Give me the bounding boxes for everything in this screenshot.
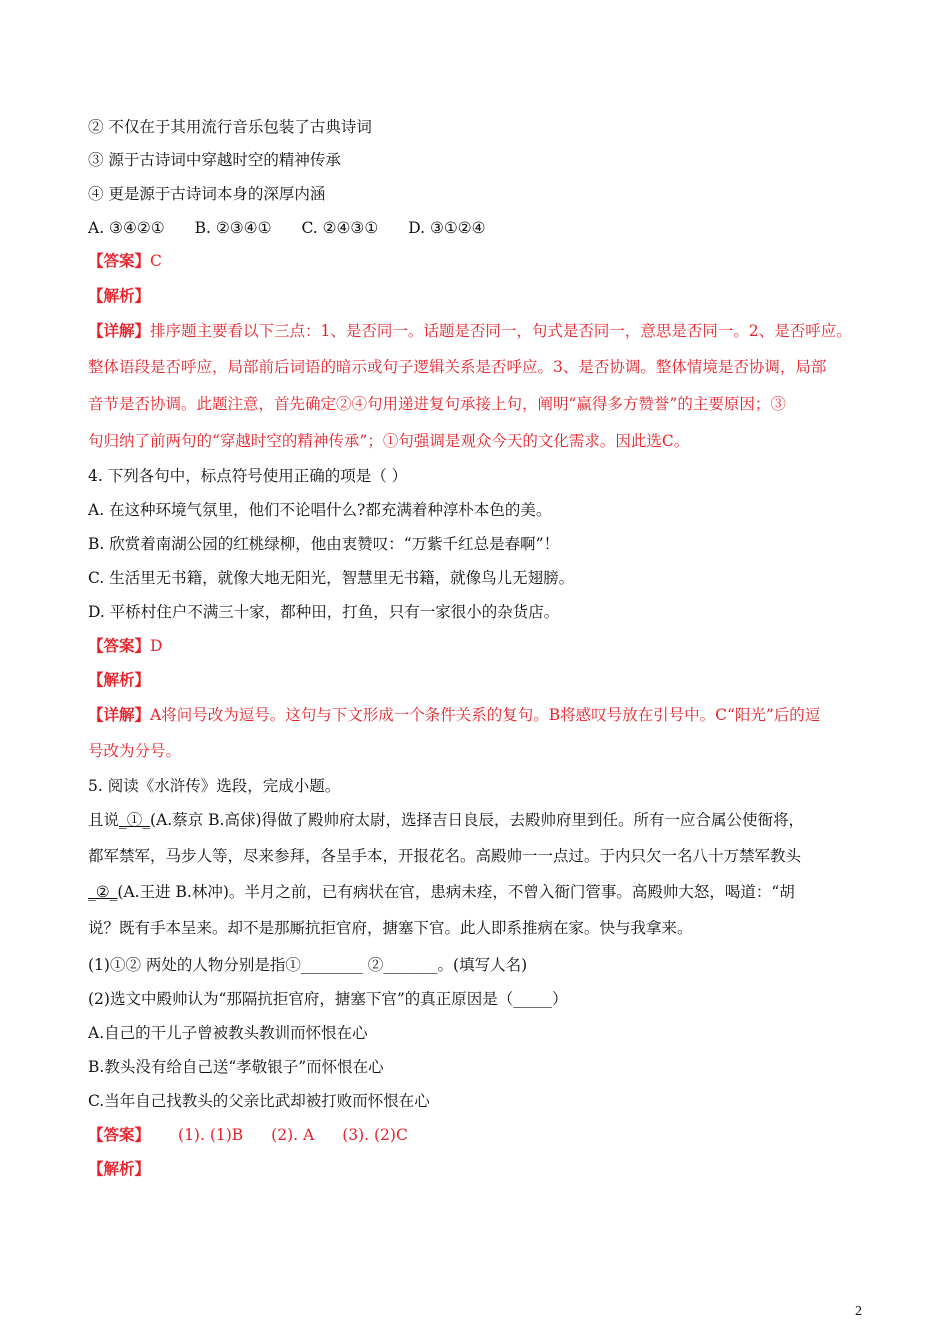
- detail-tag: 【详解】: [88, 321, 151, 340]
- q3-option-c: C. ②④③①: [301, 219, 379, 237]
- answer-tag: 【答案】: [88, 1125, 151, 1144]
- q5-sub2-option-c: C.当年自己找教头的父亲比武却被打败而怀恨在心: [88, 1092, 430, 1110]
- passage-text: (A.王进 B.林冲)。半月之前，已有病状在官，患病未痊，不曾入衙门管事。高殿帅大怒，喝道：“胡: [117, 883, 795, 901]
- q5-sub2-option-b: B.教头没有给自己送“孝敬银子”而怀恨在心: [88, 1058, 384, 1076]
- q5-stem: 5. 阅读《水浒传》选段，完成小题。: [88, 777, 341, 795]
- q3-item-4: ④ 更是源于古诗词本身的深厚内涵: [88, 185, 326, 203]
- q4-option-d: D. 平桥村住户不满三十家，都种田，打鱼，只有一家很小的杂货店。: [88, 603, 560, 621]
- q4-detail-line-2: 号改为分号。: [88, 742, 182, 760]
- q5-sub2-option-a: A.自己的干儿子曾被教头教训而怀恨在心: [88, 1024, 368, 1042]
- q3-item-3: ③ 源于古诗词中穿越时空的精神传承: [88, 151, 341, 169]
- q4-option-a: A. 在这种环境气氛里，他们不论唱什么?都充满着种淳朴本色的美。: [88, 501, 552, 519]
- q3-options: [88, 218, 486, 238]
- q3-detail-line-2: 整体语段是否呼应，局部前后词语的暗示或句子逻辑关系是否呼应。3、是否协调。整体情境是否协调，局部: [88, 358, 827, 376]
- q5-sub-question-1: (1)①② 两处的人物分别是指①________ ②_______。(填写人名): [88, 956, 528, 974]
- q3-option-a: A. ③④②①: [88, 219, 165, 237]
- page-number: 2: [855, 1304, 862, 1319]
- q4-answer: [88, 636, 162, 656]
- blank-1: _①_: [119, 811, 151, 829]
- detail-text: A将问号改为逗号。这句与下文形成一个条件关系的复句。B将感叹号放在引号中。C“阳光”后的逗: [150, 706, 821, 724]
- q3-answer: [88, 251, 162, 271]
- passage-text: (A.蔡京 B.高俅)得做了殿帅府太尉，选择吉日良辰，去殿帅府里到任。所有一应合属公使衙将，: [150, 811, 804, 829]
- passage-text: 且说: [88, 811, 120, 829]
- q4-analysis-tag: 【解析】: [88, 670, 151, 689]
- answer-tag: 【答案】: [88, 636, 151, 655]
- detail-tag: 【详解】: [88, 705, 151, 724]
- q5-passage-line-2: 都军禁军，马步人等，尽来参拜，各呈手本，开报花名。高殿帅一一点过。于内只欠一名八十万禁军教头: [88, 847, 802, 865]
- blank-2: _②_: [88, 883, 118, 901]
- answer-part-1: (1). (1)B: [178, 1126, 244, 1144]
- q4-option-b: B. 欣赏着南湖公园的红桃绿柳，他由衷赞叹：“万紫千红总是春啊”！: [88, 535, 560, 553]
- q3-analysis-tag: 【解析】: [88, 286, 151, 305]
- answer-tag: 【答案】: [88, 251, 151, 270]
- q5-answer: [88, 1125, 408, 1145]
- q3-detail-line-3: 音节是否协调。此题注意，首先确定②④句用递进复句承接上句，阐明“赢得多方赞誉”的主要原因；③: [88, 395, 786, 413]
- q3-detail-line-4: 句归纳了前两句的“穿越时空的精神传承”；①句强调是观众今天的文化需求。因此选C。: [88, 432, 690, 450]
- q4-stem: 4. 下列各句中，标点符号使用正确的项是（ ）: [88, 467, 408, 485]
- q5-analysis-tag: 【解析】: [88, 1159, 151, 1178]
- q4-detail-line-1: [88, 705, 820, 725]
- answer-part-3: (3). (2)C: [342, 1126, 408, 1144]
- q5-passage-line-4: 说？既有手本呈来。却不是那厮抗拒官府，搪塞下官。此人即系推病在家。快与我拿来。: [88, 919, 693, 937]
- q3-option-d: D. ③①②④: [408, 219, 486, 237]
- q4-option-c: C. 生活里无书籍，就像大地无阳光，智慧里无书籍，就像鸟儿无翅膀。: [88, 569, 575, 587]
- q5-passage-line-3: [88, 882, 795, 902]
- q3-detail-line-1: [88, 321, 852, 341]
- detail-text: 排序题主要看以下三点：1、是否同一。话题是否同一，句式是否同一，意思是否同一。2、是否呼应。: [150, 322, 852, 340]
- q3-item-2: ② 不仅在于其用流行音乐包装了古典诗词: [88, 118, 372, 136]
- q5-passage-line-1: [88, 810, 804, 830]
- answer-part-2: (2). A: [271, 1126, 315, 1144]
- q3-option-b: B. ②③④①: [194, 219, 272, 237]
- answer-value: D: [150, 637, 163, 655]
- answer-value: C: [150, 252, 162, 270]
- q5-sub-question-2: (2)选文中殿帅认为“那隔抗拒官府，搪塞下官”的真正原因是（_____）: [88, 990, 568, 1008]
